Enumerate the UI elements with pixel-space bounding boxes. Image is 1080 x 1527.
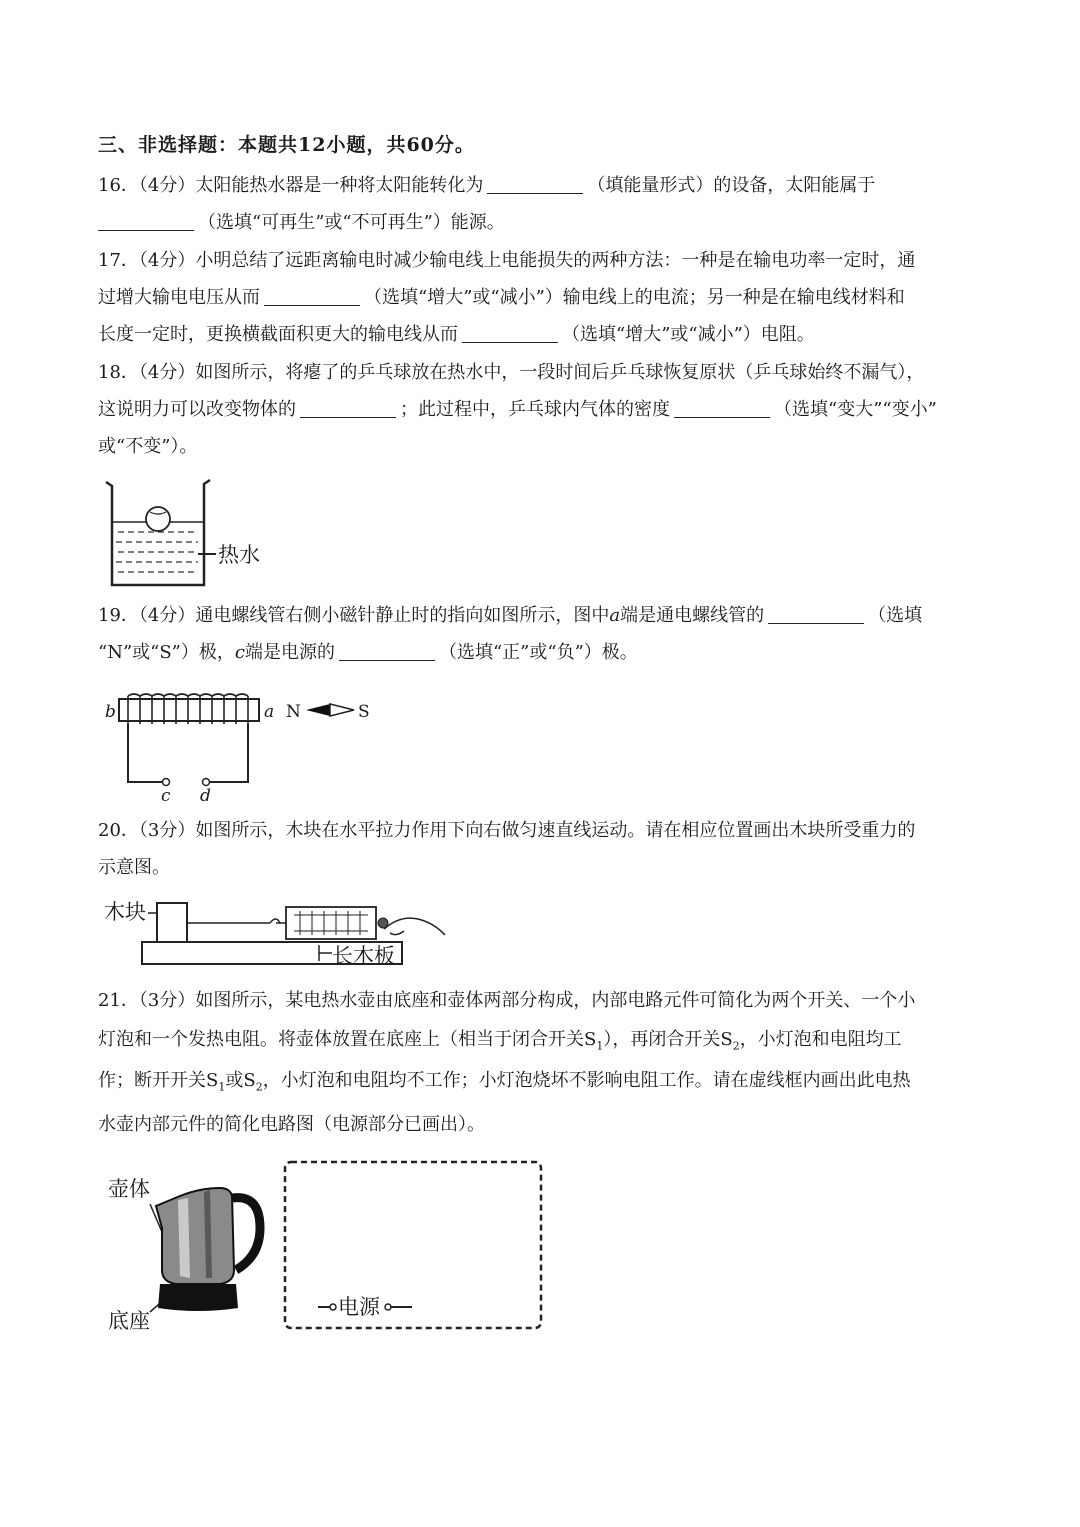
wire-left [128,724,162,782]
needle-n-label: N [286,702,301,722]
answer-blank[interactable] [264,287,360,306]
q21-text-f: ，小灯泡和电阻均不工作；小灯泡烧坏不影响电阻工作。请在虚线框内画出此电热 [262,1070,911,1091]
q20-line-1: 20．（3分）如图所示，木块在水平拉力作用下向右做匀速直线运动。请在相应位置画出木块所受重力的 [98,820,916,841]
block-label: 木块 [104,900,146,924]
q19-line-1 [98,603,988,629]
answer-blank[interactable] [462,324,558,343]
q17-text-c: 长度一定时，更换横截面积更大的输电线从而 [98,324,458,345]
q17-line-1: 17．（4分）小明总结了远距离输电时减少输电线上电能损失的两种方法：一种是在输电功率一定时，通 [98,250,916,271]
q17-line-2 [98,285,988,311]
board-label: 长木板 [332,944,395,968]
hand-sketch [384,918,445,935]
q19-var-a: a [609,605,621,626]
switch-s2: $S_2$ [243,1070,263,1094]
q21-text-e: 或 [225,1070,244,1091]
switch-s2: $S_2$ [720,1029,740,1053]
q18-text-a: 这说明力可以改变物体的 [98,399,296,420]
kettle-base-label: 底座 [108,1309,150,1333]
q19-text-a: 19．（4分）通电螺线管右侧小磁针静止时的指向如图所示，图中 [98,605,610,626]
kettle-body [156,1188,234,1284]
terminal-c-label: c [161,786,171,806]
needle-s-label: S [358,702,370,722]
needle-south-half [330,704,354,716]
answer-blank[interactable] [98,212,194,231]
switch-s1: $S_1$ [584,1029,604,1053]
q17-line-3 [98,322,988,348]
section-heading: 三、非选择题：本题共12小题，共60分。 [98,134,475,156]
q19-text-c: （选填 [868,605,923,626]
q18-line-3: 或“不变”）。 [98,436,198,457]
q19-text-b: 端是通电螺线管的 [620,605,765,626]
q21-line-1: 21．（3分）如图所示，某电热水壶由底座和壶体两部分构成，内部电路元件可简化为两个开关、一个小 [98,990,916,1011]
q21-line-2 [98,1027,988,1060]
kettle-body-label: 壶体 [108,1177,150,1201]
q16-text-c: （选填“可再生”或“不可再生”）能源。 [198,212,505,233]
needle-north-half [306,704,330,716]
q18-text-c: （选填“变大”“变小” [774,399,937,420]
q18-line-1: 18．（4分）如图所示，将瘪了的乒乓球放在热水中，一段时间后乒乓球恢复原状（乒乓球始终不漏气）， [98,362,925,383]
q16-text-a: 16．（4分）太阳能热水器是一种将太阳能转化为 [98,175,484,196]
answer-blank[interactable] [339,642,435,661]
power-terminal-right [385,1304,391,1310]
wood-block [157,903,187,942]
answer-blank[interactable] [300,399,396,418]
kettle-handle [232,1198,260,1270]
q19-text-d: “N”或“S”）极， [98,642,235,663]
terminal-c [163,779,170,786]
power-terminal-left [330,1304,336,1310]
kettle-base [158,1284,238,1311]
q19-line-2 [98,640,988,666]
end-a-label: a [264,702,275,722]
power-label: 电源 [338,1295,380,1319]
solenoid-figure [100,686,390,806]
q21-line-3 [98,1068,988,1101]
q17-text-a: 过增大输电电压从而 [98,287,260,308]
kettle-figure [100,1158,550,1333]
q16-line-1 [98,173,988,199]
q18-line-2 [98,397,988,423]
end-b-label: b [105,702,116,722]
answer-blank[interactable] [487,175,583,194]
terminal-d-label: d [200,786,211,806]
q20-line-2: 示意图。 [98,857,170,878]
switch-s1: $S_1$ [206,1070,226,1094]
q19-text-e: 端是电源的 [244,642,335,663]
terminal-d [203,779,210,786]
ping-pong-ball [146,507,170,531]
q16-line-2 [98,210,988,236]
q17-text-b: （选填“增大”或“减小”）输电线上的电流；另一种是在输电线材料和 [364,287,905,308]
q21-line-4: 水壶内部元件的简化电路图（电源部分已画出）。 [98,1114,485,1135]
answer-blank[interactable] [674,399,770,418]
q21-text-b: ），再闭合开关 [603,1029,721,1050]
q21-text-d: 作；断开开关 [98,1070,206,1091]
q19-var-c: c [234,642,245,663]
q21-text-a: 灯泡和一个发热电阻。将壶体放置在底座上（相当于闭合开关 [98,1029,584,1050]
block-figure [100,893,445,975]
answer-box[interactable] [285,1162,541,1328]
wire-right [210,724,248,782]
q16-text-b: （填能量形式）的设备，太阳能属于 [587,175,876,196]
q21-text-c: ，小灯泡和电阻均工 [739,1029,902,1050]
q19-text-f: （选填“正”或“负”）极。 [438,642,638,663]
q18-text-b: ；此过程中，乒乓球内气体的密度 [400,399,670,420]
hot-water-label: 热水 [218,543,260,567]
answer-blank[interactable] [768,605,864,624]
beaker-figure [98,472,288,592]
water-dashes [116,532,198,572]
q17-text-d: （选填“增大”或“减小”）电阻。 [562,324,815,345]
